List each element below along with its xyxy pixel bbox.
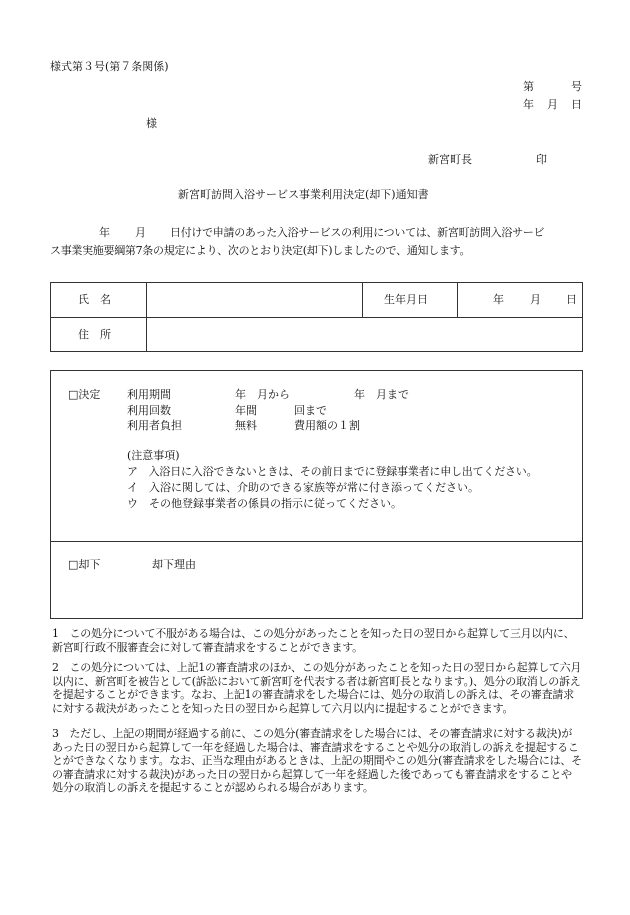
addressee-suffix: 様 xyxy=(146,117,157,130)
count-label: 利用回数 xyxy=(127,404,171,417)
cost-value: 無料 xyxy=(235,419,257,432)
cost-label: 利用者負担 xyxy=(127,419,182,432)
intro-text-line2: ス事業実施要綱第7条の規定により、次のとおり決定(却下)しましたので、通知します。 xyxy=(50,244,471,257)
footnote-2: 2 この処分については、上記1の審査請求のほか、この処分があったことを知った日の翌日から起算して六月以内に、新宮町を被告として(訴訟において新宮町を代表する者は新宮町長となります。)、処分の取消しの訴えを提起することができます。なお、上記1の審査請求をした場合には、処分の取消しの訴えは、その審査請求に対する裁決があったことを知った日の翌日から起算して六月以内に提起することができます。 xyxy=(52,661,582,715)
number-label-dai: 第 xyxy=(523,80,534,93)
birth-day: 日 xyxy=(566,293,577,306)
count-value: 年間 xyxy=(235,404,257,417)
rejection-checkbox: □却下 xyxy=(68,558,101,571)
footnote-3: 3 ただし、上記の期間が経過する前に、この処分(審査請求をした場合には、その審査請求に対する裁決)があった日の翌日から起算して一年を経過した場合は、審査請求をすることや処分の取消しの訴えを提起することができなくなります。なお、正当な理由があるときは、上記の期間やこの処分(審査請求をした場合には、その審査請求に対する裁決)があった日の翌日から起算して一年を経過した後であっても審査請求をすることや処分の取消しの訴えを提起することが認められる場合があります。 xyxy=(52,727,582,795)
count-unit: 回まで xyxy=(294,404,327,417)
intro-month: 月 xyxy=(135,226,146,239)
date-year: 年 xyxy=(523,98,534,111)
rejection-reason-label: 却下理由 xyxy=(152,558,196,571)
birth-month: 月 xyxy=(530,293,541,306)
name-label: 氏 名 xyxy=(78,293,111,306)
intro-text-line1: 日付けで申請のあった入浴サービスの利用については、新宮町訪問入浴サービ xyxy=(170,226,545,239)
number-label-go: 号 xyxy=(571,80,582,93)
document-title: 新宮町訪問入浴サービス事業利用決定(却下)通知書 xyxy=(178,188,429,201)
address-label: 住 所 xyxy=(78,328,111,341)
date-day: 日 xyxy=(571,98,582,111)
decision-checkbox: □決定 xyxy=(68,388,101,401)
note-item: ア 入浴日に入浴できないときは、その前日までに登録事業者に申し出てください。 xyxy=(127,465,538,478)
note-item: イ 入浴に関しては、介助のできる家族等が常に付き添ってください。 xyxy=(127,481,479,494)
issuer-name: 新宮町長 xyxy=(428,153,472,166)
period-to: 年 月まで xyxy=(354,388,409,401)
birthdate-label: 生年月日 xyxy=(384,293,428,306)
footnote-1: 1 この処分について不服がある場合は、この処分があったことを知った日の翌日から起算して三月以内に、新宮町行政不服審査会に対して審査請求をすることができます。 xyxy=(52,627,575,654)
cost-alt: 費用額の１割 xyxy=(294,419,360,432)
form-number: 様式第３号(第７条関係) xyxy=(50,60,169,73)
date-month: 月 xyxy=(547,98,558,111)
note-item: ウ その他登録事業者の係員の指示に従ってください。 xyxy=(127,497,402,510)
seal-mark: 印 xyxy=(536,153,547,166)
intro-year: 年 xyxy=(99,226,110,239)
birth-year: 年 xyxy=(493,293,504,306)
period-label: 利用期間 xyxy=(127,388,171,401)
notes-title: (注意事項) xyxy=(127,449,180,462)
period-from: 年 月から xyxy=(235,388,290,401)
